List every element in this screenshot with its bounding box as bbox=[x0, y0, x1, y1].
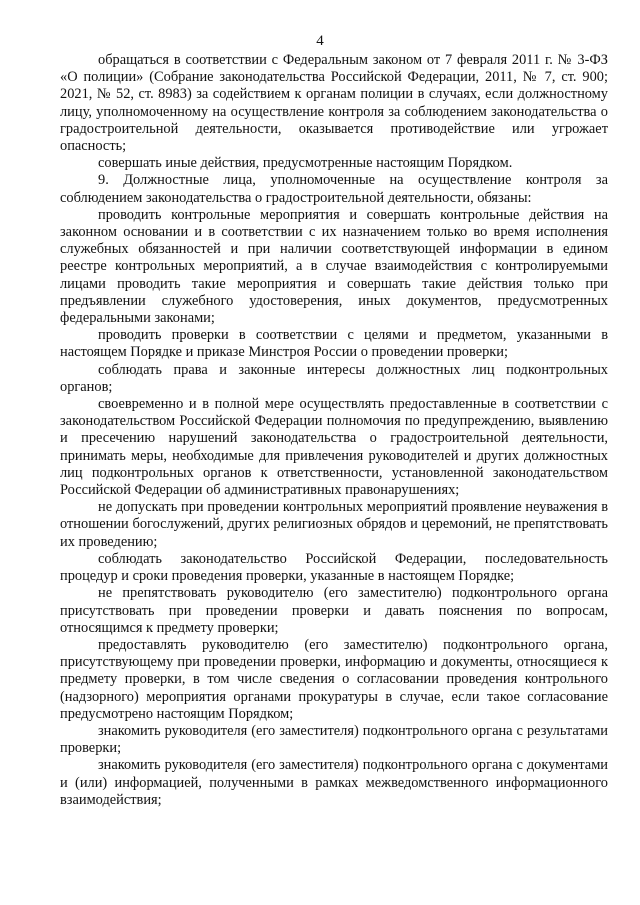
paragraph-provide-information: предоставлять руководителю (его заместителю) подконтрольного органа, присутствующему при проведении проверки, информацию и документы, относящиеся к предмету проверки, в том числе сведения о согласовании проведения контрольного (надзорного) мероприятия органами прокуратуры в случае, если такое согласование предусмотрено настоящим Порядком; bbox=[60, 636, 608, 722]
paragraph-conduct-inspections: проводить проверки в соответствии с целями и предметом, указанными в настоящем Порядке и приказе Минстроя России о проведении проверки; bbox=[60, 327, 608, 361]
paragraph-exercise-powers: своевременно и в полной мере осуществлять предоставленные в соответствии с законодательством Российской Федерации полномочия по предупреждению, выявлению и пресечению нарушений законодательства о градостроительной деятельности, принимать меры, необходимые для привлечения руководителей и других должностных лиц подконтрольных органов к ответственности, установленной законодательством Российской Федерации об административных правонарушениях; bbox=[60, 396, 608, 499]
paragraph-familiarize-documents: знакомить руководителя (его заместителя) подконтрольного органа с документами и (или) информацией, полученными в рамках межведомственного информационного взаимодействия; bbox=[60, 757, 608, 808]
paragraph-section-9-heading: 9. Должностные лица, уполномоченные на осуществление контроля за соблюдением законодательства о градостроительной деятельности, обязаны: bbox=[60, 172, 608, 206]
paragraph-respect-worship: не допускать при проведении контрольных мероприятий проявление неуважения в отношении богослужений, других религиозных обрядов и церемоний, не препятствовать их проведению; bbox=[60, 499, 608, 550]
paragraph-police-assistance: обращаться в соответствии с Федеральным законом от 7 февраля 2011 г. № 3-ФЗ «О полиции» (Собрание законодательства Российской Федерации, 2011, № 7, ст. 900; 2021, № 52, ст. 8983) за содействием к органам полиции в случаях, если должностному лицу, уполномоченному на осуществление контроля за соблюдением законодательства о градостроительной деятельности, оказывается противодействие или угрожает опасность; bbox=[60, 52, 608, 155]
paragraph-conduct-control-measures: проводить контрольные мероприятия и совершать контрольные действия на законном основании и в соответствии с их назначением только во время исполнения служебных обязанностей и при наличии соответствующей информации в едином реестре контрольных мероприятий, а в случае взаимодействия с контролируемыми лицами проводить такие мероприятия и совершать такие действия только при предъявлении служебного удостоверения, иных документов, предусмотренных федеральными законами; bbox=[60, 206, 608, 327]
paragraph-respect-rights: соблюдать права и законные интересы должностных лиц подконтрольных органов; bbox=[60, 361, 608, 395]
paragraph-observe-procedures: соблюдать законодательство Российской Федерации, последовательность процедур и сроки проведения проверки, указанные в настоящем Порядке; bbox=[60, 550, 608, 585]
paragraph-other-actions: совершать иные действия, предусмотренные настоящим Порядком. bbox=[98, 155, 513, 172]
page-number: 4 bbox=[316, 33, 324, 49]
paragraph-allow-presence: не препятствовать руководителю (его заместителю) подконтрольного органа присутствовать при проведении проверки и давать пояснения по вопросам, относящимся к предмету проверки; bbox=[60, 585, 608, 636]
document-body bbox=[60, 52, 608, 809]
paragraph-familiarize-results: знакомить руководителя (его заместителя) подконтрольного органа с результатами проверки; bbox=[60, 722, 608, 757]
